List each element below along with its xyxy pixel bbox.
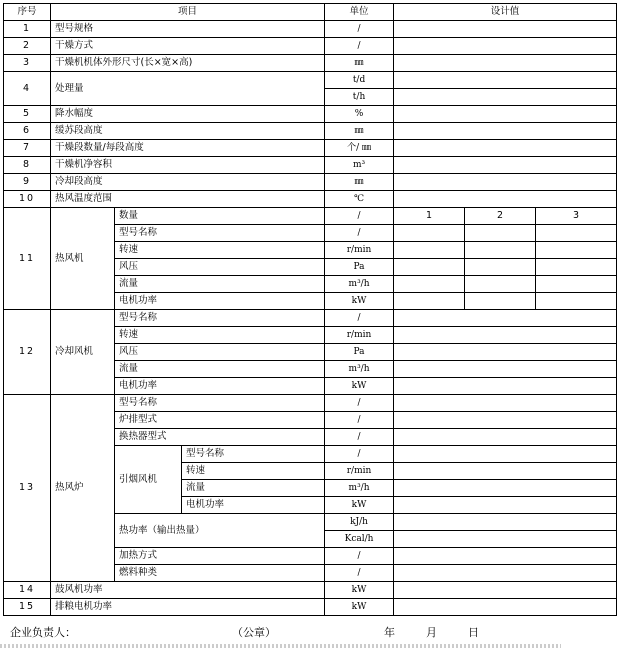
row-item: 热风温度范围: [51, 191, 325, 208]
row-no: 15: [4, 599, 51, 616]
value-cell[interactable]: [394, 259, 465, 276]
row-item: 型号规格: [51, 21, 325, 38]
row-unit: Kcal/h: [325, 531, 394, 548]
value-cell[interactable]: [394, 565, 617, 582]
table-header-row: [4, 4, 617, 21]
fan-sub-item: 型号名称: [182, 446, 325, 463]
table-row: [4, 38, 617, 55]
row-unit: kW: [325, 378, 394, 395]
row-unit: /: [325, 565, 394, 582]
row-unit: /: [325, 548, 394, 565]
value-cell[interactable]: [536, 276, 617, 293]
value-cell[interactable]: [394, 106, 617, 123]
row-no: 4: [4, 72, 51, 106]
row-unit: /: [325, 310, 394, 327]
row-unit: m³/h: [325, 480, 394, 497]
value-cell[interactable]: [465, 276, 536, 293]
row-unit: kW: [325, 582, 394, 599]
sub-item: 流量: [115, 361, 325, 378]
value-cell[interactable]: [394, 412, 617, 429]
row-item: 排粮电机功率: [51, 599, 325, 616]
sub-item: 电机功率: [115, 378, 325, 395]
column-number: 2: [465, 208, 536, 225]
value-cell[interactable]: [394, 378, 617, 395]
sub-item: 燃料种类: [115, 565, 325, 582]
value-cell[interactable]: [394, 361, 617, 378]
sub-item: 电机功率: [115, 293, 325, 310]
page-edge-divider: [0, 644, 561, 648]
table-row: [4, 140, 617, 157]
row-no: 11: [4, 208, 51, 310]
table-row: [4, 72, 617, 89]
table-row: [4, 55, 617, 72]
value-cell[interactable]: [394, 123, 617, 140]
sub-item: 转速: [115, 242, 325, 259]
header-unit: 单位: [325, 4, 394, 21]
sub-item: 热功率（输出热量）: [115, 514, 325, 548]
row-item: 处理量: [51, 72, 325, 106]
value-cell[interactable]: [394, 463, 617, 480]
row-unit: ㎜: [325, 123, 394, 140]
row-unit: /: [325, 412, 394, 429]
sub-item: 型号名称: [115, 310, 325, 327]
value-cell[interactable]: [394, 174, 617, 191]
row-unit: %: [325, 106, 394, 123]
value-cell[interactable]: [394, 21, 617, 38]
row-no: 9: [4, 174, 51, 191]
value-cell[interactable]: [394, 497, 617, 514]
row-unit: ㎜: [325, 55, 394, 72]
year-label: 年: [384, 626, 395, 639]
row-item: 热风炉: [51, 395, 115, 582]
value-cell[interactable]: [465, 225, 536, 242]
table-row: [4, 123, 617, 140]
row-unit: ℃: [325, 191, 394, 208]
row-unit: m³: [325, 157, 394, 174]
sub-item: 转速: [115, 327, 325, 344]
fan-sub-item: 转速: [182, 463, 325, 480]
value-cell[interactable]: [536, 293, 617, 310]
value-cell[interactable]: [394, 293, 465, 310]
value-cell[interactable]: [394, 310, 617, 327]
table-row: [4, 599, 617, 616]
row-no: 7: [4, 140, 51, 157]
row-unit: r/min: [325, 327, 394, 344]
row-unit: /: [325, 446, 394, 463]
fan-sub-item: 电机功率: [182, 497, 325, 514]
value-cell[interactable]: [394, 242, 465, 259]
row-unit: /: [325, 38, 394, 55]
month-label: 月: [426, 626, 437, 639]
spec-table: [3, 3, 617, 616]
value-cell[interactable]: [394, 38, 617, 55]
value-cell[interactable]: [394, 225, 465, 242]
row-item: 干燥机机体外形尺寸(长×宽×高): [51, 55, 325, 72]
seal-label: （公章）: [232, 626, 276, 639]
row-unit: kW: [325, 599, 394, 616]
value-cell[interactable]: [394, 327, 617, 344]
row-no: 6: [4, 123, 51, 140]
row-unit: /: [325, 225, 394, 242]
manager-label: 企业负责人：: [10, 626, 76, 639]
value-cell[interactable]: [394, 140, 617, 157]
row-unit: t/h: [325, 89, 394, 106]
day-label: 日: [468, 626, 479, 639]
table-row: [4, 174, 617, 191]
row-item: 降水幅度: [51, 106, 325, 123]
row-unit: /: [325, 395, 394, 412]
table-row: [4, 157, 617, 174]
row-unit: m³/h: [325, 276, 394, 293]
header-no: 序号: [4, 4, 51, 21]
column-number: 1: [394, 208, 465, 225]
value-cell[interactable]: [394, 446, 617, 463]
row-unit: Pa: [325, 259, 394, 276]
value-cell[interactable]: [536, 242, 617, 259]
row-unit: m³/h: [325, 361, 394, 378]
header-item: 项目: [51, 4, 325, 21]
table-row: [4, 310, 617, 327]
signature-footer: [10, 624, 550, 640]
value-cell[interactable]: [394, 599, 617, 616]
value-cell[interactable]: [394, 276, 465, 293]
sub-item: 炉排型式: [115, 412, 325, 429]
row-item: 冷却段高度: [51, 174, 325, 191]
row-unit: /: [325, 208, 394, 225]
value-cell[interactable]: [536, 259, 617, 276]
value-cell[interactable]: [394, 480, 617, 497]
fan-sub-item: 流量: [182, 480, 325, 497]
table-row: [4, 191, 617, 208]
table-row: [4, 21, 617, 38]
row-no: 2: [4, 38, 51, 55]
value-cell[interactable]: [536, 225, 617, 242]
row-unit: Pa: [325, 344, 394, 361]
row-no: 1: [4, 21, 51, 38]
row-item: 干燥方式: [51, 38, 325, 55]
row-unit: kW: [325, 497, 394, 514]
row-unit: /: [325, 429, 394, 446]
row-unit: kW: [325, 293, 394, 310]
row-item: 热风机: [51, 208, 115, 310]
value-cell[interactable]: [394, 89, 617, 106]
value-cell[interactable]: [394, 548, 617, 565]
value-cell[interactable]: [465, 293, 536, 310]
value-cell[interactable]: [394, 531, 617, 548]
sub-item: 型号名称: [115, 225, 325, 242]
value-cell[interactable]: [394, 55, 617, 72]
row-no: 13: [4, 395, 51, 582]
sub-item: 引烟风机: [115, 446, 182, 514]
row-item: 冷却风机: [51, 310, 115, 395]
value-cell[interactable]: [394, 582, 617, 599]
row-item: 缓苏段高度: [51, 123, 325, 140]
sub-item: 型号名称: [115, 395, 325, 412]
row-unit: ㎜: [325, 174, 394, 191]
row-unit: r/min: [325, 463, 394, 480]
row-item: 干燥机净容积: [51, 157, 325, 174]
value-cell[interactable]: [465, 242, 536, 259]
sub-item: 流量: [115, 276, 325, 293]
value-cell[interactable]: [394, 344, 617, 361]
table-row: [4, 395, 617, 412]
row-no: 5: [4, 106, 51, 123]
sub-item: 换热器型式: [115, 429, 325, 446]
sub-item: 数量: [115, 208, 325, 225]
row-unit: 个/ ㎜: [325, 140, 394, 157]
row-no: 3: [4, 55, 51, 72]
table-row: [4, 208, 617, 225]
row-no: 12: [4, 310, 51, 395]
value-cell[interactable]: [394, 395, 617, 412]
table-row: [4, 106, 617, 123]
value-cell[interactable]: [394, 72, 617, 89]
value-cell[interactable]: [394, 191, 617, 208]
row-unit: t/d: [325, 72, 394, 89]
table-row: [4, 582, 617, 599]
column-number: 3: [536, 208, 617, 225]
value-cell[interactable]: [394, 157, 617, 174]
row-unit: /: [325, 21, 394, 38]
sub-item: 加热方式: [115, 548, 325, 565]
sub-item: 风压: [115, 259, 325, 276]
value-cell[interactable]: [394, 514, 617, 531]
value-cell[interactable]: [465, 259, 536, 276]
value-cell[interactable]: [394, 429, 617, 446]
sub-item: 风压: [115, 344, 325, 361]
row-no: 14: [4, 582, 51, 599]
row-no: 8: [4, 157, 51, 174]
row-item: 干燥段数量/每段高度: [51, 140, 325, 157]
row-item: 鼓风机功率: [51, 582, 325, 599]
row-no: 10: [4, 191, 51, 208]
row-unit: kJ/h: [325, 514, 394, 531]
header-value: 设计值: [394, 4, 617, 21]
row-unit: r/min: [325, 242, 394, 259]
